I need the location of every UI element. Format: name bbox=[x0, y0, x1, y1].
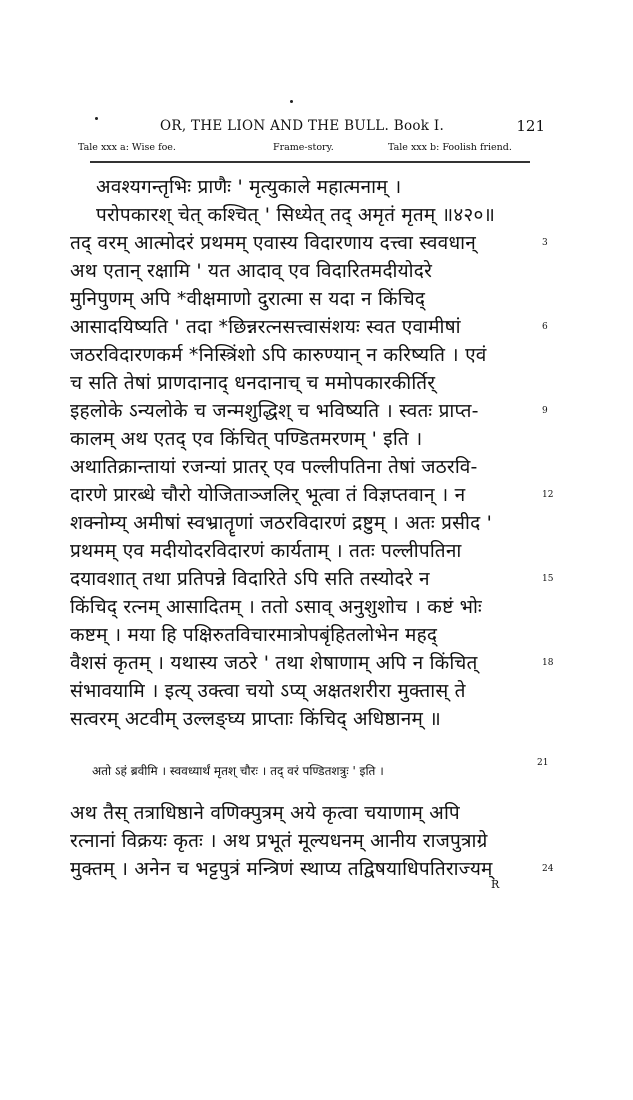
subheader-left: Tale xxx a: Wise foe. bbox=[78, 142, 176, 153]
body-line: अथ एतान् रक्षामि ' यत आदाव् एव विदारितमदीयोदरे bbox=[70, 260, 433, 282]
body-line: सत्वरम् अटवीम् उल्लङ्घ्य प्राप्ताः किंचिद् अधिष्ठानम् ॥ bbox=[70, 708, 441, 730]
line-number: 18 bbox=[542, 658, 554, 668]
body-line: जठरविदारणकर्म *निस्त्रिंशो ऽपि कारुण्यान् न करिष्यति । एवं bbox=[70, 344, 487, 366]
closing-line: मुक्तम् । अनेन च भट्टपुत्रं मन्त्रिणं स्थाप्य तद्विषयाधिपतिराज्यम् bbox=[70, 858, 493, 880]
body-line: तद् वरम् आत्मोदरं प्रथमम् एवास्य विदारणाय दत्त्वा स्ववधान् bbox=[70, 232, 476, 254]
closing-line: अथ तैस् तत्राधिष्ठाने वणिक्पुत्रम् अये कृत्वा चयाणाम् अपि bbox=[70, 802, 460, 824]
running-header bbox=[160, 118, 545, 138]
verse-line: अवश्यगन्तृभिः प्राणैः ' मृत्युकाले महात्मनाम् । bbox=[96, 176, 402, 198]
line-number: 12 bbox=[542, 490, 554, 500]
line-number: 3 bbox=[542, 238, 548, 248]
print-speck bbox=[95, 117, 98, 120]
body-line: प्रथमम् एव मदीयोदरविदारणं कार्यताम् । ततः पल्लीपतिना bbox=[70, 540, 462, 562]
body-line: किंचिद् रत्नम् आसादितम् । ततो ऽसाव् अनुशुशोच । कष्टं भोः bbox=[70, 596, 482, 618]
subheader-center: Frame-story. bbox=[273, 142, 334, 153]
body-line: शक्नोम्य् अमीषां स्वभ्रातॄणां जठरविदारणं द्रष्टुम् । अतः प्रसीद ' bbox=[70, 512, 493, 534]
print-speck bbox=[290, 100, 293, 103]
body-line: च सति तेषां प्राणदानाद् धनदानाच् च ममोपकारकीर्तिर् bbox=[70, 372, 436, 394]
tale-subheader bbox=[78, 142, 518, 158]
body-line: कालम् अथ एतद् एव किंचित् पण्डितमरणम् ' इति । bbox=[70, 428, 423, 450]
body-line: कष्टम् । मया हि पक्षिरुतविचारमात्रोपबृंहितलोभेन महद् bbox=[70, 624, 438, 646]
body-line: आसादयिष्यति ' तदा *छिन्नरत्नसत्त्वासंशयः स्वत एवामीषां bbox=[70, 316, 461, 338]
verse-line: परोपकारश् चेत् कश्चित् ' सिध्येत् तद् अमृतं मृतम् ॥४२०॥ bbox=[96, 204, 496, 226]
summary-note: अतो ऽहं ब्रवीमि । स्ववध्यार्थं मृतश् चौरः । तद् वरं पण्डितशत्रुः ' इति । bbox=[92, 764, 384, 778]
body-line: दयावशात् तथा प्रतिपन्ने विदारिते ऽपि सति तस्योदरे न bbox=[70, 568, 430, 590]
body-line: दारणे प्रारब्धे चौरो योजिताञ्जलिर् भूत्वा तं विज्ञप्तवान् । न bbox=[70, 484, 466, 506]
header-rule bbox=[90, 161, 530, 163]
line-number: 24 bbox=[542, 864, 554, 874]
line-number: 21 bbox=[537, 758, 549, 768]
signature-mark: R bbox=[491, 878, 500, 891]
body-line: इहलोके ऽन्यलोके च जन्मशुद्धिश् च भविष्यति । स्वतः प्राप्त- bbox=[70, 400, 479, 422]
page-number: 121 bbox=[516, 117, 545, 135]
body-line: मुनिपुणम् अपि *वीक्षमाणो दुरात्मा स यदा न किंचिद् bbox=[70, 288, 426, 310]
body-line: अथातिक्रान्तायां रजन्यां प्रातर् एव पल्लीपतिना तेषां जठरवि- bbox=[70, 456, 478, 478]
running-title: OR, THE LION AND THE BULL. Book I. bbox=[160, 118, 445, 134]
body-line: संभावयामि । इत्य् उक्त्वा चयो ऽप्य् अक्षतशरीरा मुक्तास् ते bbox=[70, 680, 466, 702]
body-line: वैशसं कृतम् । यथास्य जठरे ' तथा शेषाणाम् अपि न किंचित् bbox=[70, 652, 478, 674]
subheader-right: Tale xxx b: Foolish friend. bbox=[388, 142, 512, 153]
line-number: 6 bbox=[542, 322, 548, 332]
line-number: 15 bbox=[542, 574, 554, 584]
closing-line: रत्नानां विक्रयः कृतः । अथ प्रभूतं मूल्यधनम् आनीय राजपुत्राग्रे bbox=[70, 830, 488, 852]
line-number: 9 bbox=[542, 406, 548, 416]
